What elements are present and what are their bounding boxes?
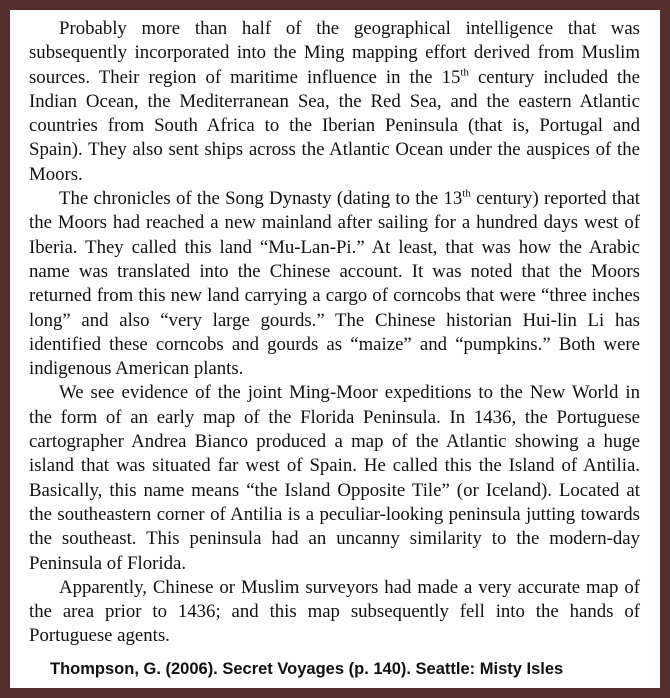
- paragraph-2-text: The chronicles of the Song Dynasty (dating to the 13: [59, 188, 463, 210]
- superscript-ordinal-15th: th: [460, 66, 469, 79]
- paragraph-3: [29, 381, 640, 575]
- paragraph-1: [29, 17, 640, 187]
- citation-line: Thompson, G. (2006). Secret Voyages (p. 140). Seattle: Misty Isles: [50, 659, 564, 678]
- paragraph-4: [29, 576, 640, 649]
- paragraph-2-text-continued: century) reported that the Moors had reached a new mainland after sailing for a hundred days west of Iberia. They called this land “Mu-Lan-Pi.” At least, that was how the Arabic name was translated into the Chinese account. It was noted that the Moors returned from this new land carrying a cargo of corncobs that were “three inches long” and also “very large gourds.” The Chinese historian Hui-lin Li has identified these corncobs and gourds as “maize” and “pumpkins.” Both were indigenous American plants.: [29, 188, 640, 380]
- paragraph-2: [29, 187, 640, 381]
- paragraph-4-text: Apparently, Chinese or Muslim surveyors had made a very accurate map of the area prior to 1436; and this map subsequently fell into the hands of Portuguese agents.: [29, 576, 640, 647]
- paragraph-3-text: We see evidence of the joint Ming-Moor expeditions to the New World in the form of an early map of the Florida Peninsula. In 1436, the Portuguese cartographer Andrea Bianco produced a map of the Atlantic showing a huge island that was situated far west of Spain. He called this the Island of Antilia. Basically, this name means “the Island Opposite Tile” (or Iceland). Located at the southeastern corner of Antilia is a peculiar-looking peninsula jutting towards the southeast. This peninsula had an uncanny similarity to the modern-day Peninsula of Florida.: [29, 382, 640, 574]
- paragraph-1-text-continued: century included the Indian Ocean, the Mediterranean Sea, the Red Sea, and the eastern Atlantic countries from South Africa to the Iberian Peninsula (that is, Portugal and Spain). They also sent ships across the Atlantic Ocean under the auspices of the Moors.: [29, 66, 640, 185]
- paragraph-1-text: Probably more than half of the geographical intelligence that was subsequently incorporated into the Ming mapping effort derived from Muslim sources. Their region of maritime influence in the 15: [29, 18, 640, 88]
- superscript-ordinal-13th: th: [462, 187, 471, 200]
